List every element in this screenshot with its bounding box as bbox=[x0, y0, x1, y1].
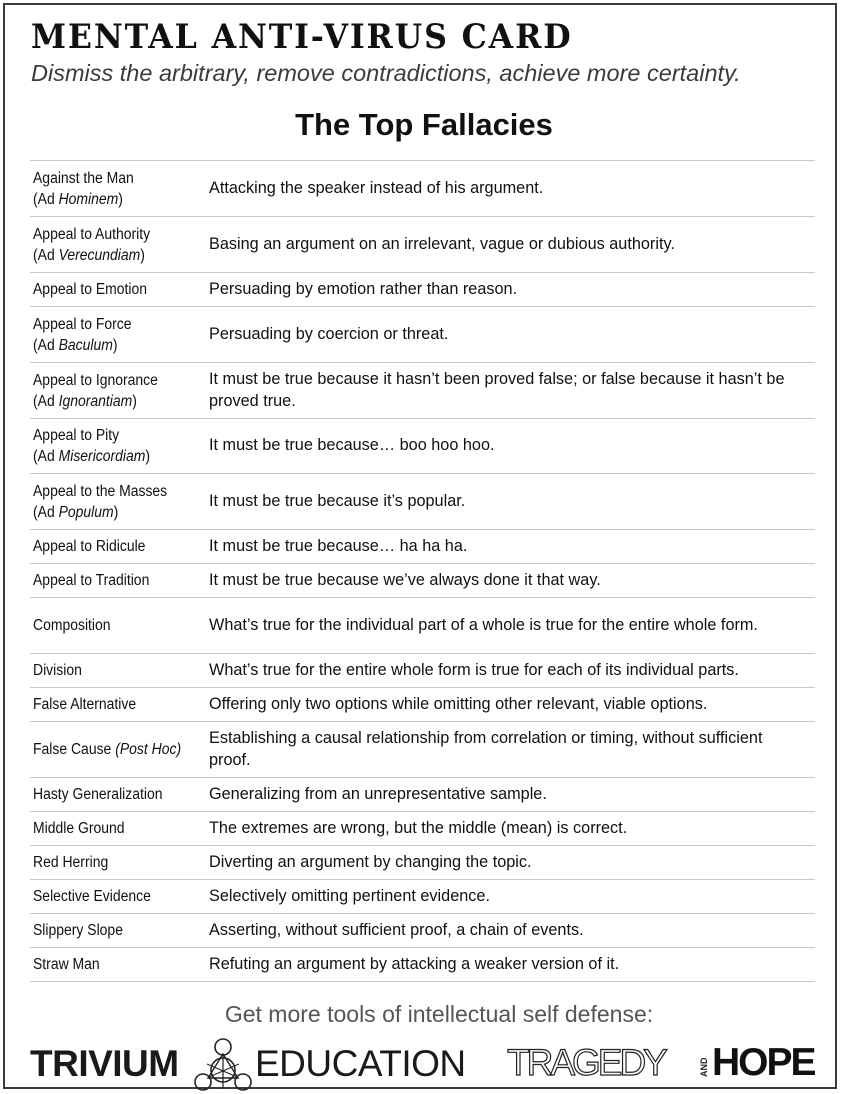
and-logo-text: AND bbox=[699, 1057, 709, 1077]
fallacy-name: Slippery Slope bbox=[33, 922, 123, 939]
fallacy-name: Appeal to Force bbox=[33, 315, 132, 333]
fallacy-name-cell bbox=[30, 217, 209, 273]
fallacy-description: What’s true for the individual part of a whole is true for the entire whole form. bbox=[209, 615, 758, 634]
fallacy-description-cell bbox=[209, 307, 815, 363]
fallacy-row bbox=[30, 161, 815, 217]
hope-logo-text[interactable]: HOPE bbox=[712, 1041, 815, 1084]
fallacy-row bbox=[30, 273, 815, 307]
trivium-emblem-icon bbox=[191, 1036, 255, 1094]
fallacy-description: Offering only two options while omitting other relevant, viable options. bbox=[209, 694, 708, 713]
education-logo-text[interactable]: EDUCATION bbox=[255, 1043, 466, 1084]
fallacy-description-cell bbox=[209, 273, 815, 307]
fallacy-description-cell bbox=[209, 598, 815, 654]
fallacy-description: Generalizing from an unrepresentative sample. bbox=[209, 784, 547, 803]
fallacy-name-cell bbox=[30, 419, 209, 474]
fallacy-row bbox=[30, 846, 815, 880]
fallacy-description-cell bbox=[209, 161, 815, 217]
fallacies-table bbox=[30, 160, 815, 982]
fallacy-description-cell bbox=[209, 217, 815, 273]
fallacy-name: Selective Evidence bbox=[33, 888, 151, 905]
trivium-logo-text[interactable]: TRIVIUM bbox=[30, 1043, 179, 1084]
fallacy-description: What’s true for the entire whole form is true for each of its individual parts. bbox=[209, 660, 739, 679]
anti-virus-card bbox=[3, 3, 837, 1089]
fallacy-row bbox=[30, 598, 815, 654]
fallacy-description: The extremes are wrong, but the middle (mean) is correct. bbox=[209, 818, 628, 837]
fallacy-name: Composition bbox=[33, 617, 111, 634]
fallacy-description: Attacking the speaker instead of his argument. bbox=[209, 178, 544, 197]
fallacy-name: Appeal to Ignorance bbox=[33, 371, 158, 389]
fallacy-description: Asserting, without sufficient proof, a chain of events. bbox=[209, 920, 584, 939]
fallacy-row bbox=[30, 363, 815, 419]
fallacy-name: Appeal to Authority bbox=[33, 225, 151, 243]
fallacy-name-cell bbox=[30, 812, 209, 846]
fallacy-description: It must be true because… boo hoo hoo. bbox=[209, 436, 495, 455]
fallacy-name: False Cause (Post Hoc) bbox=[33, 741, 182, 758]
fallacy-description-cell bbox=[209, 914, 815, 948]
fallacy-name: Hasty Generalization bbox=[33, 786, 163, 803]
fallacy-name-cell bbox=[30, 846, 209, 880]
card-subtitle: Dismiss the arbitrary, remove contradictions, achieve more certainty. bbox=[31, 60, 741, 86]
footer-tagline: Get more tools of intellectual self defense: bbox=[224, 1001, 654, 1027]
fallacy-name-cell bbox=[30, 778, 209, 812]
fallacy-description: It must be true because we’ve always done it that way. bbox=[209, 570, 601, 589]
fallacy-name-cell bbox=[30, 914, 209, 948]
fallacy-latin-name: (Ad Verecundiam) bbox=[33, 246, 145, 264]
fallacy-name: Appeal to Tradition bbox=[33, 572, 150, 589]
fallacy-name: Appeal to Emotion bbox=[33, 281, 148, 298]
fallacy-latin-name: (Ad Ignorantiam) bbox=[33, 392, 137, 410]
fallacy-description-cell bbox=[209, 474, 815, 530]
fallacy-name-cell bbox=[30, 273, 209, 307]
fallacy-name-cell bbox=[30, 307, 209, 363]
fallacy-row bbox=[30, 307, 815, 363]
fallacy-name-cell bbox=[30, 564, 209, 598]
fallacy-description: Persuading by coercion or threat. bbox=[209, 324, 449, 343]
fallacy-description-cell bbox=[209, 948, 815, 982]
fallacy-description: Persuading by emotion rather than reason. bbox=[209, 279, 518, 298]
fallacy-row bbox=[30, 419, 815, 474]
fallacy-description: It must be true because it hasn’t been proved false; or false because it hasn’t be proved true. bbox=[209, 370, 785, 410]
fallacy-name: Against the Man bbox=[33, 169, 134, 187]
fallacy-description-cell bbox=[209, 530, 815, 564]
fallacy-description: Basing an argument on an irrelevant, vague or dubious authority. bbox=[209, 234, 675, 253]
fallacy-row bbox=[30, 217, 815, 273]
fallacy-description: Diverting an argument by changing the topic. bbox=[209, 852, 532, 871]
fallacy-name-cell bbox=[30, 654, 209, 688]
fallacy-description-cell bbox=[209, 722, 815, 778]
fallacy-description: Selectively omitting pertinent evidence. bbox=[209, 886, 490, 905]
fallacy-row bbox=[30, 474, 815, 530]
fallacy-name: Division bbox=[33, 662, 82, 679]
fallacy-row bbox=[30, 722, 815, 778]
fallacy-name: Appeal to Ridicule bbox=[33, 538, 146, 555]
fallacy-name-cell bbox=[30, 722, 209, 778]
fallacy-name-cell bbox=[30, 474, 209, 530]
fallacy-name-cell bbox=[30, 530, 209, 564]
fallacy-latin-name: (Ad Misericordiam) bbox=[33, 448, 151, 465]
fallacy-name: Middle Ground bbox=[33, 820, 125, 837]
fallacy-name: Straw Man bbox=[33, 956, 100, 973]
fallacy-name-qualifier: (Post Hoc) bbox=[115, 741, 182, 758]
fallacy-description-cell bbox=[209, 846, 815, 880]
fallacy-description-cell bbox=[209, 778, 815, 812]
fallacy-latin-name: (Ad Baculum) bbox=[33, 336, 118, 354]
fallacy-row bbox=[30, 880, 815, 914]
fallacy-name: Appeal to the Masses bbox=[33, 482, 168, 500]
fallacy-name: Appeal to Pity bbox=[33, 427, 120, 444]
fallacy-latin-name: (Ad Hominem) bbox=[33, 190, 123, 208]
fallacy-description-cell bbox=[209, 419, 815, 474]
fallacy-row bbox=[30, 778, 815, 812]
fallacy-description-cell bbox=[209, 654, 815, 688]
fallacy-description-cell bbox=[209, 564, 815, 598]
fallacy-description: It must be true because… ha ha ha. bbox=[209, 536, 468, 555]
fallacy-row bbox=[30, 914, 815, 948]
fallacy-description-cell bbox=[209, 812, 815, 846]
fallacy-row bbox=[30, 948, 815, 982]
fallacy-description: Refuting an argument by attacking a weaker version of it. bbox=[209, 954, 620, 973]
fallacy-name-cell bbox=[30, 363, 209, 419]
fallacy-name-cell bbox=[30, 880, 209, 914]
section-heading: The Top Fallacies bbox=[295, 107, 553, 142]
fallacy-row bbox=[30, 812, 815, 846]
fallacy-name-cell bbox=[30, 948, 209, 982]
fallacy-name-cell bbox=[30, 688, 209, 722]
fallacy-name-cell bbox=[30, 598, 209, 654]
fallacy-name: Red Herring bbox=[33, 854, 109, 871]
fallacy-description-cell bbox=[209, 688, 815, 722]
fallacy-row bbox=[30, 688, 815, 722]
fallacy-description: Establishing a causal relationship from correlation or timing, without sufficient proof. bbox=[209, 729, 763, 769]
fallacy-latin-name: (Ad Populum) bbox=[33, 503, 119, 521]
fallacy-name-cell bbox=[30, 161, 209, 217]
fallacy-row bbox=[30, 654, 815, 688]
fallacy-description-cell bbox=[209, 363, 815, 419]
fallacy-row bbox=[30, 564, 815, 598]
tragedy-logo-text[interactable]: TRAGEDY bbox=[507, 1042, 665, 1083]
fallacy-name: False Alternative bbox=[33, 696, 137, 713]
fallacy-row bbox=[30, 530, 815, 564]
card-title: MENTAL ANTI-VIRUS CARD bbox=[31, 17, 573, 57]
fallacy-description: It must be true because it’s popular. bbox=[209, 491, 466, 510]
fallacy-description-cell bbox=[209, 880, 815, 914]
